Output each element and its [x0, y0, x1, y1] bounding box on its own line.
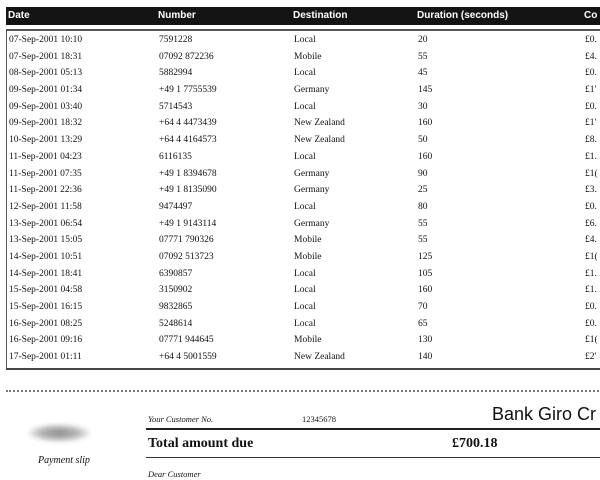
cell-destination: Local	[294, 201, 316, 212]
cell-number: 5248614	[159, 318, 193, 329]
header-cost: Co	[584, 10, 598, 21]
total-amount-label: Total amount due	[148, 436, 254, 451]
cell-duration: 145	[418, 85, 433, 96]
table-row	[7, 268, 600, 285]
cell-destination: Local	[294, 318, 316, 329]
cell-duration: 65	[418, 318, 428, 329]
cell-cost: £0.	[585, 35, 597, 45]
cell-cost: £3.	[585, 185, 597, 196]
table-row	[7, 251, 600, 268]
cell-destination: Local	[294, 68, 316, 79]
salutation: Dear Customer	[148, 469, 201, 479]
cell-number: 07092 513723	[159, 251, 214, 262]
cell-number: 9474497	[159, 201, 193, 212]
cell-number: 5882994	[159, 68, 193, 79]
table-row	[7, 218, 600, 235]
cell-cost: £1'	[585, 118, 597, 129]
table-row	[7, 84, 600, 101]
cell-destination: Mobile	[294, 235, 322, 246]
cell-cost: £0.	[585, 68, 597, 79]
table-row	[7, 284, 600, 301]
cell-duration: 160	[418, 151, 433, 162]
cell-destination: Mobile	[294, 251, 322, 262]
cell-number: 07771 944645	[159, 335, 214, 346]
cell-duration: 45	[418, 68, 428, 79]
table-row	[7, 101, 600, 118]
cell-duration: 80	[418, 201, 428, 212]
cell-number: 07092 872236	[159, 51, 214, 62]
cell-date: 13-Sep-2001 06:54	[9, 218, 83, 229]
slip-rule-bottom	[146, 457, 600, 458]
cell-cost: £1.	[585, 285, 597, 296]
cell-destination: Local	[294, 268, 316, 279]
header-duration: Duration (seconds)	[417, 10, 509, 21]
cell-cost: £4.	[585, 235, 597, 246]
table-row	[7, 168, 600, 185]
calls-table-header	[6, 7, 600, 25]
cell-date: 17-Sep-2001 01:11	[9, 352, 82, 363]
table-row	[7, 334, 600, 351]
cell-destination: Germany	[294, 185, 330, 196]
table-row	[7, 67, 600, 84]
table-row	[7, 301, 600, 318]
slip-rule-top	[146, 428, 600, 430]
cell-date: 09-Sep-2001 03:40	[9, 101, 83, 112]
table-row	[7, 318, 600, 335]
table-row	[7, 201, 600, 218]
cell-number: +64 4 4164573	[159, 135, 217, 146]
cell-cost: £6.	[585, 218, 597, 229]
cell-cost: £1(	[585, 335, 598, 346]
cell-date: 16-Sep-2001 08:25	[9, 318, 83, 329]
cell-cost: £0.	[585, 318, 597, 329]
cell-date: 11-Sep-2001 22:36	[9, 185, 82, 196]
table-row	[7, 134, 600, 151]
cell-number: 7591228	[159, 35, 193, 45]
cell-duration: 90	[418, 168, 428, 179]
cell-duration: 105	[418, 268, 433, 279]
bank-giro-title: Bank Giro Cr	[492, 404, 597, 424]
cell-destination: New Zealand	[294, 118, 345, 129]
cell-date: 15-Sep-2001 04:58	[9, 285, 83, 296]
header-destination: Destination	[293, 10, 348, 21]
customer-no-value: 12345678	[302, 414, 336, 424]
cell-date: 07-Sep-2001 10:10	[9, 35, 83, 45]
cell-number: 6116135	[159, 151, 192, 162]
cell-date: 14-Sep-2001 18:41	[9, 268, 83, 279]
table-row	[7, 51, 600, 68]
header-number: Number	[158, 10, 196, 21]
cell-date: 14-Sep-2001 10:51	[9, 251, 83, 262]
tear-off-line	[6, 390, 600, 392]
table-row	[7, 184, 600, 201]
total-amount-value: £700.18	[452, 436, 498, 451]
cell-destination: Local	[294, 302, 316, 312]
cell-duration: 70	[418, 302, 428, 312]
header-date: Date	[8, 10, 30, 21]
cell-cost: £4.	[585, 51, 597, 62]
calls-table-body	[6, 29, 600, 368]
blurred-logo	[28, 424, 90, 442]
cell-duration: 55	[418, 218, 428, 229]
cell-destination: Local	[294, 101, 316, 112]
table-row	[7, 351, 600, 368]
cell-number: 5714543	[159, 101, 193, 112]
cell-date: 07-Sep-2001 18:31	[9, 51, 83, 62]
cell-destination: New Zealand	[294, 135, 345, 146]
calls-table	[6, 7, 600, 370]
cell-date: 08-Sep-2001 05:13	[9, 68, 83, 79]
cell-duration: 160	[418, 285, 433, 296]
cell-number: +49 1 9143114	[159, 218, 217, 229]
cell-destination: Mobile	[294, 335, 322, 346]
cell-number: +64 4 4473439	[159, 118, 217, 129]
cell-duration: 130	[418, 335, 433, 346]
table-row	[7, 117, 600, 134]
cell-duration: 25	[418, 185, 428, 196]
cell-cost: £0.	[585, 302, 597, 312]
cell-date: 09-Sep-2001 18:32	[9, 118, 83, 129]
cell-cost: £1(	[585, 168, 598, 179]
cell-date: 11-Sep-2001 07:35	[9, 168, 82, 179]
cell-duration: 55	[418, 235, 428, 246]
cell-date: 10-Sep-2001 13:29	[9, 135, 83, 146]
cell-cost: £8.	[585, 135, 597, 146]
cell-duration: 125	[418, 251, 433, 262]
cell-destination: New Zealand	[294, 352, 345, 363]
table-row	[7, 234, 600, 251]
cell-date: 11-Sep-2001 04:23	[9, 151, 82, 162]
cell-destination: Germany	[294, 168, 330, 179]
cell-duration: 55	[418, 51, 428, 62]
cell-number: +49 1 8135090	[159, 185, 217, 196]
cell-duration: 20	[418, 35, 428, 45]
cell-destination: Local	[294, 35, 316, 45]
cell-cost: £1(	[585, 251, 598, 262]
cell-number: +64 4 5001559	[159, 352, 217, 363]
cell-date: 13-Sep-2001 15:05	[9, 235, 83, 246]
cell-destination: Germany	[294, 218, 330, 229]
customer-no-label: Your Customer No.	[148, 414, 214, 424]
cell-date: 09-Sep-2001 01:34	[9, 85, 83, 96]
cell-duration: 50	[418, 135, 428, 146]
cell-destination: Mobile	[294, 51, 322, 62]
cell-duration: 140	[418, 352, 433, 363]
cell-date: 12-Sep-2001 11:58	[9, 201, 82, 212]
table-row	[7, 34, 600, 51]
cell-destination: Germany	[294, 85, 330, 96]
cell-number: 6390857	[159, 268, 193, 279]
cell-cost: £1.	[585, 151, 597, 162]
cell-date: 15-Sep-2001 16:15	[9, 302, 83, 312]
cell-destination: Local	[294, 151, 316, 162]
cell-cost: £1'	[585, 85, 597, 96]
cell-destination: Local	[294, 285, 316, 296]
cell-cost: £0.	[585, 201, 597, 212]
table-row	[7, 151, 600, 168]
cell-number: 3150902	[159, 285, 193, 296]
cell-number: 9832865	[159, 302, 193, 312]
cell-number: 07771 790326	[159, 235, 214, 246]
cell-duration: 30	[418, 101, 428, 112]
cell-cost: £2'	[585, 352, 597, 363]
cell-number: +49 1 7755539	[159, 85, 217, 96]
cell-cost: £1.	[585, 268, 597, 279]
cell-number: +49 1 8394678	[159, 168, 217, 179]
cell-duration: 160	[418, 118, 433, 129]
cell-date: 16-Sep-2001 09:16	[9, 335, 83, 346]
cell-cost: £0.	[585, 101, 597, 112]
payment-slip-label: Payment slip	[38, 455, 90, 466]
